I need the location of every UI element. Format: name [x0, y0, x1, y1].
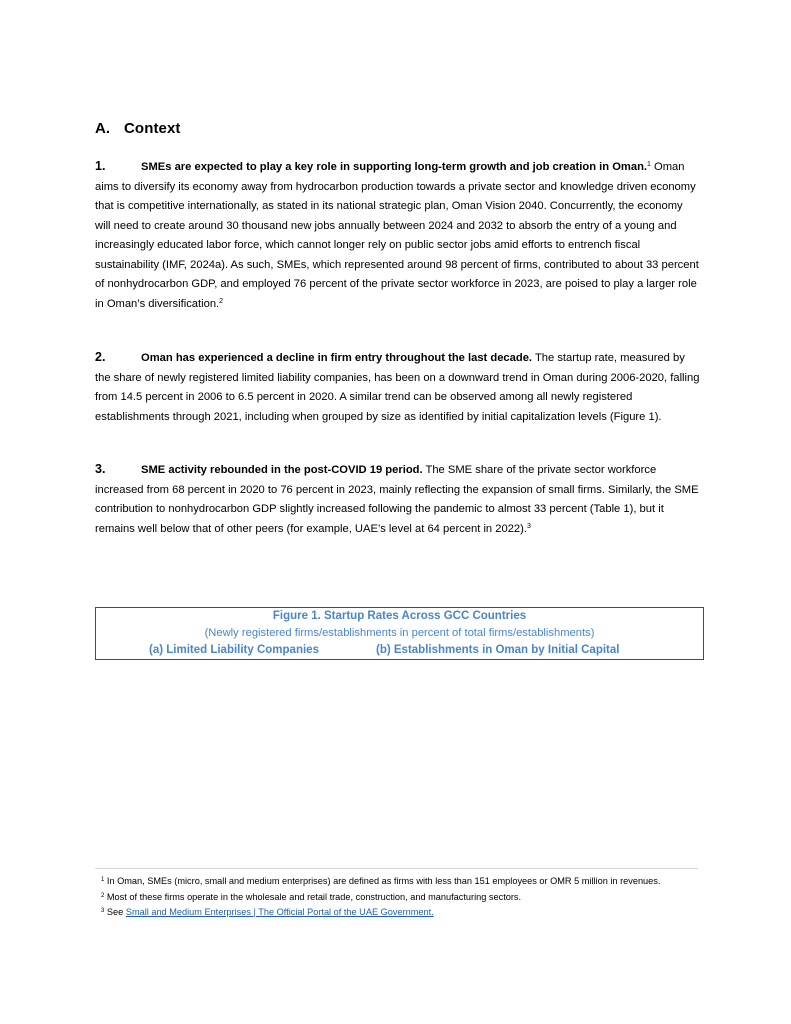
footnote-divider [95, 868, 698, 869]
paragraph-number: 1. [95, 159, 106, 173]
paragraph-lead: SME activity rebounded in the post-COVID 19 period. [141, 464, 423, 476]
footnote-3 [95, 907, 695, 919]
paragraph-lead: SMEs are expected to play a key role in supporting long-term growth and job creation in Oman. [141, 161, 648, 173]
footnote-mark: 1 [101, 877, 105, 883]
figure-panel-b-label: (b) Establishments in Oman by Initial Capital [376, 644, 620, 656]
section-title: Context [124, 120, 181, 137]
footnote-mark: 2 [101, 892, 105, 899]
footnotes [95, 876, 695, 923]
uae-portal-link[interactable]: Small and Medium Enterprises | The Official Portal of the UAE Government. [125, 907, 434, 917]
footnote-ref[interactable]: 2 [219, 297, 224, 305]
figure-subtitle: (Newly registered firms/establishments in percent of total firms/establishments) [204, 627, 595, 639]
paragraph-2 [95, 348, 700, 427]
figure-caption-box [95, 607, 704, 660]
footnote-text: Most of these firms operate in the wholesale and retail trade, construction, and manufacturing sectors. [106, 891, 522, 902]
footnote-prefix: See [106, 907, 126, 917]
footnote-ref[interactable]: 3 [526, 522, 531, 530]
paragraph-body: The startup rate, measured by the share of newly registered limited liability companies, has been on a downward trend in Oman during 2006-2020, falling from 14.5 percent in 2006 to 6.5 percent in 2020. A similar trend can be observed among all newly registered establishments through 2021, including when grouped by size as identified by initial capitalization levels (Figure 1). [95, 352, 700, 423]
footnote-text: In Oman, SMEs (micro, small and medium enterprises) are defined as firms with less than 151 employees or OMR 5 million in revenues. [106, 876, 661, 886]
paragraph-body: Oman aims to diversify its economy away from hydrocarbon production towards a private sector and knowledge driven economy that is competitive internationally, as stated in its national strategic plan, Oman Vision 2040. Concurrently, the economy will need to create around 30 thousand new jobs annually between 2024 and 2032 to absorb the entry of a young and increasingly educated labor force, which cannot longer rely on public sector jobs amid efforts to entrench fiscal sustainability (IMF, 2024a). As such, SMEs, which represented around 98 percent of firms, contributed to about 33 percent of nonhydrocarbon GDP, and employed 76 percent of the private sector workforce in 2023, are poised to play a larger role in Oman’s diversification. [95, 161, 699, 310]
footnote-2 [95, 892, 695, 904]
footnote-mark: 3 [101, 908, 105, 914]
section-heading [95, 120, 181, 137]
figure-panel-a-label: (a) Limited Liability Companies [149, 644, 319, 656]
paragraph-3 [95, 460, 700, 539]
paragraph-1 [95, 157, 700, 314]
footnote-ref[interactable]: 1 [647, 161, 651, 168]
section-letter: A. [95, 120, 111, 137]
figure-title: Figure 1. Startup Rates Across GCC Countries [272, 610, 527, 622]
footnote-1 [95, 876, 695, 888]
paragraph-number: 2. [95, 350, 106, 364]
paragraph-lead: Oman has experienced a decline in firm entry throughout the last decade. [141, 352, 533, 364]
paragraph-number: 3. [95, 462, 106, 476]
paragraph-body: The SME share of the private sector workforce increased from 68 percent in 2020 to 76 percent in 2023, mainly reflecting the expansion of small firms. Similarly, the SME contribution to nonhydrocarbon GDP slightly increased following the pandemic to almost 33 percent (Table 1), but it remains well below that of other peers (for example, UAE’s level at 64 percent in 2022). [95, 464, 699, 535]
